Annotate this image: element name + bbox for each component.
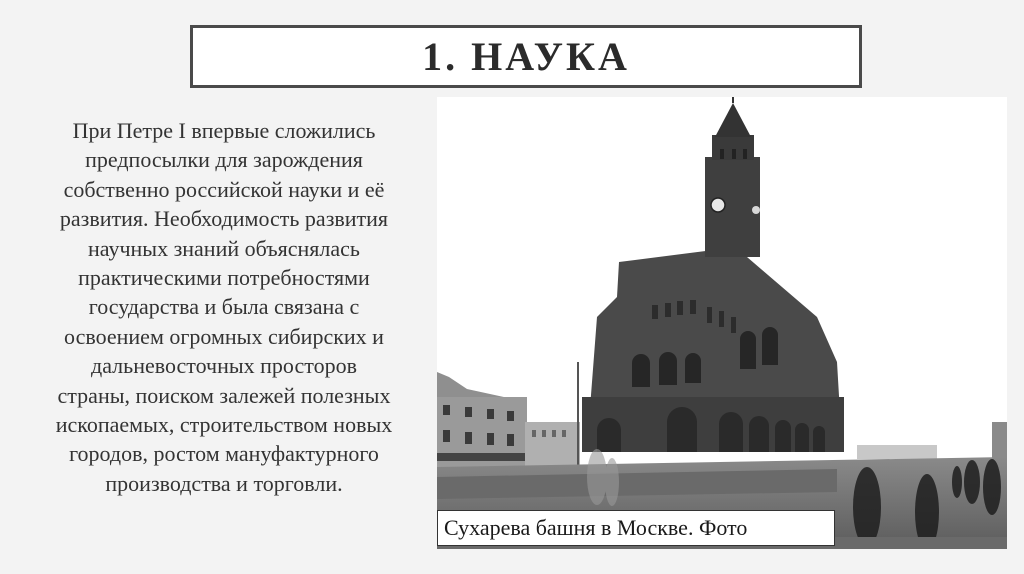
- body-line: ископаемых, строительством новых: [55, 412, 393, 438]
- caption-text: Сухарева башня в Москве. Фото: [444, 515, 748, 540]
- body-line: страны, поиском залежей полезных: [57, 382, 391, 408]
- body-line: предпосылки для зарождения: [85, 147, 363, 173]
- body-line: При Петре I впервые сложились: [72, 118, 376, 143]
- body-line: освоением огромных сибирских и: [64, 323, 384, 349]
- title-box: [190, 25, 862, 88]
- body-line: научных знаний объяснялась: [88, 235, 360, 261]
- body-paragraph: [24, 116, 424, 498]
- slide-title: 1. НАУКА: [422, 34, 630, 79]
- body-line: собственно российской науки и её: [63, 176, 385, 202]
- body-line: практическими потребностями: [78, 265, 370, 291]
- body-line: государства и была связана с: [88, 294, 360, 320]
- body-line: городов, ростом мануфактурного: [69, 441, 379, 467]
- body-line: развития. Необходимость развития: [59, 206, 389, 232]
- body-line: дальневосточных просторов: [91, 353, 357, 379]
- body-line: производства и торговли.: [105, 470, 343, 496]
- sukharev-tower-photo: [437, 97, 1007, 549]
- photo-caption: [437, 510, 835, 546]
